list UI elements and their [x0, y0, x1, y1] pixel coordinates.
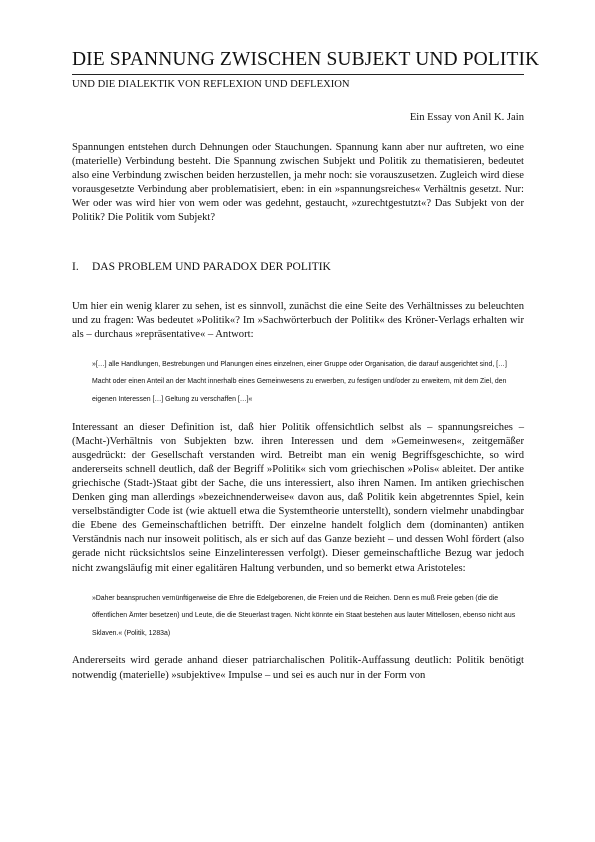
section-number: I. [72, 260, 79, 273]
author-line: Ein Essay von Anil K. Jain [409, 112, 524, 123]
section-heading [72, 260, 524, 274]
essay-subtitle: UND DIE DIALEKTIK VON REFLEXION UND DEFLEXION [72, 79, 350, 90]
section-title: DAS PROBLEM UND PARADOX DER POLITIK [92, 260, 331, 273]
title-rule [72, 74, 524, 75]
intro-paragraph: Spannungen entstehen durch Dehnungen oder Stauchungen. Spannung kann aber nur auftreten, wo eine (materielle) Verbindung besteht. Die Spannung zwischen Subjekt und Politik zu thematisieren, bedeutet also eine Verbindung zwischen beiden herzustellen, ja mehr noch: sie vorauszusetzen. Zugleich wird diese vorausgesetzte Verbindung aber problematisiert, eben: in ein »spannungsreiches« Verhältnis gesetzt. Nur: Wer oder was wird hier von wem oder was gedehnt, gestaucht, »zurechtgestutzt«? Das Subjekt von der Politik? Die Politik vom Subjekt? [72, 142, 524, 224]
paragraph-3: Andererseits wird gerade anhand dieser patriarchalischen Politik-Auffassung deutlich: Politik benötigt notwendig (materielle) »subjektive« Impulse – und sei es auch nur in der Form von [72, 655, 524, 681]
block-quote-1: »[…] alle Handlungen, Bestrebungen und Planungen eines einzelnen, einer Gruppe oder Organisation, die darauf ausgerichtet sind, […] Macht oder einen Anteil an der Macht innerhalb eines Gemeinwesens zu erwerben, zu festigen und/oder zu erweitern, mit dem Ziel, den eigenen Interessen […] Geltung zu verschaffen […]« [92, 360, 507, 404]
page [72, 48, 540, 683]
essay-title: DIE SPANNUNG ZWISCHEN SUBJEKT UND POLITIK [72, 49, 540, 70]
paragraph-2: Interessant an dieser Definition ist, daß hier Politik offensichtlich selbst als – spannungsreiches – (Macht-)Verhältnis von Subjekten bzw. ihren Interessen und dem »Gemeinwesen«, zeitgemäßer ausgedrückt: der Gesellschaft verstanden wird. Betreibt man ein wenig Begriffsgeschichte, so wird andererseits schnell deutlich, daß der Begriff »Politik« sich vom griechischen »Polis« ableitet. Der antike griechische (Stadt-)Staat gibt der Sache, die uns interessiert, also ihren Namen. Im antiken griechischen Denken ging man allerdings »bezeichnenderweise« davon aus, daß Politik kein abgetrenntes Spiel, kein verselbständigter Code ist (wie aktuell etwa die Systemtheorie unterstellt), sondern vielmehr unabdingbar die Ebene des Gemeinschaftlichen betrifft. Der einzelne handelt folglich dem (dominanten) antiken Verständnis nach nur insoweit politisch, als er sich auf das Ganze bezieht – und dessen Wohl fördert (also gerade nicht rücksichtslos seine Einzelinteressen verfolgt). Dieser gemeinschaftliche Bezug war jedoch nicht zwangsläufig mit einer egalitären Haltung verbunden, und so bemerkt etwa Aristoteles: [72, 421, 524, 574]
paragraph-1: Um hier ein wenig klarer zu sehen, ist es sinnvoll, zunächst die eine Seite des Verhältnisses zu beleuchten und zu fragen: Was bedeutet »Politik«? Im »Sachwörterbuch der Politik« des Kröner-Verlags erhalten wir als – durchaus »repräsentative« – Antwort: [72, 300, 524, 340]
block-quote-2: »Daher beanspruchen vernünftigerweise die Ehre die Edelgeborenen, die Freien und die Reichen. Denn es muß Freie geben (die die öffentlichen Ämter besetzen) und Leute, die die Steuerlast tragen. Nicht könnte ein Staat bestehen aus lauter Mittellosen, ebenso nicht aus Sklaven.« (Politik, 1283a) [92, 594, 516, 637]
